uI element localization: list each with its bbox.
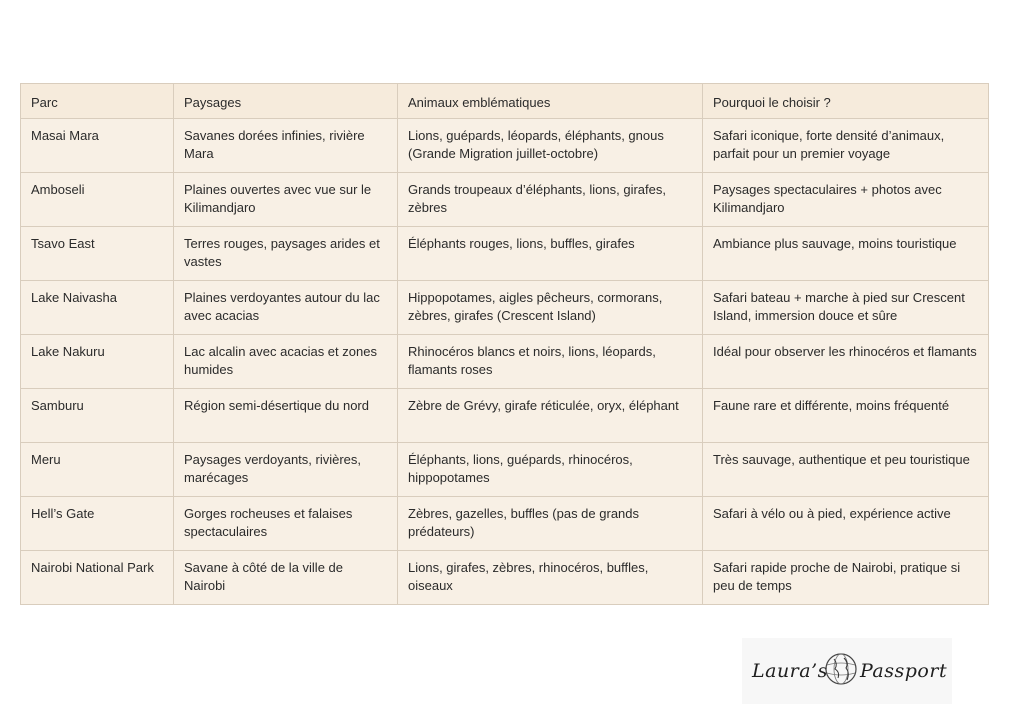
table-row: [21, 443, 989, 497]
cell-reason: Safari à vélo ou à pied, expérience active: [703, 497, 989, 551]
cell-animals: Hippopotames, aigles pêcheurs, cormorans, zèbres, girafes (Crescent Island): [398, 281, 703, 335]
cell-animals: Éléphants, lions, guépards, rhinocéros, hippopotames: [398, 443, 703, 497]
cell-animals: Grands troupeaux d’éléphants, lions, girafes, zèbres: [398, 173, 703, 227]
table-row: [21, 227, 989, 281]
cell-animals: Zèbres, gazelles, buffles (pas de grands prédateurs): [398, 497, 703, 551]
table-header-row: [21, 84, 989, 119]
parks-table-container: [20, 83, 988, 605]
table-row: [21, 389, 989, 443]
cell-landscape: Gorges rocheuses et falaises spectaculaires: [174, 497, 398, 551]
cell-animals: Rhinocéros blancs et noirs, lions, léopards, flamants roses: [398, 335, 703, 389]
cell-park: Hell’s Gate: [21, 497, 174, 551]
cell-reason: Safari rapide proche de Nairobi, pratique si peu de temps: [703, 551, 989, 605]
cell-reason: Très sauvage, authentique et peu touristique: [703, 443, 989, 497]
cell-landscape: Paysages verdoyants, rivières, marécages: [174, 443, 398, 497]
cell-reason: Faune rare et différente, moins fréquenté: [703, 389, 989, 443]
table-row: [21, 119, 989, 173]
cell-landscape: Plaines verdoyantes autour du lac avec acacias: [174, 281, 398, 335]
cell-park: Masai Mara: [21, 119, 174, 173]
cell-landscape: Terres rouges, paysages arides et vastes: [174, 227, 398, 281]
cell-reason: Idéal pour observer les rhinocéros et flamants: [703, 335, 989, 389]
header-paysages: Paysages: [174, 84, 398, 119]
cell-landscape: Plaines ouvertes avec vue sur le Kilimandjaro: [174, 173, 398, 227]
cell-park: Tsavo East: [21, 227, 174, 281]
cell-park: Nairobi National Park: [21, 551, 174, 605]
cell-animals: Lions, girafes, zèbres, rhinocéros, buffles, oiseaux: [398, 551, 703, 605]
cell-animals: Éléphants rouges, lions, buffles, girafes: [398, 227, 703, 281]
header-parc: Parc: [21, 84, 174, 119]
logo-text-left: Laura’s: [752, 660, 828, 682]
cell-landscape: Savane à côté de la ville de Nairobi: [174, 551, 398, 605]
table-row: [21, 173, 989, 227]
table-row: [21, 281, 989, 335]
cell-reason: Paysages spectaculaires + photos avec Kilimandjaro: [703, 173, 989, 227]
cell-landscape: Savanes dorées infinies, rivière Mara: [174, 119, 398, 173]
table-row: [21, 551, 989, 605]
cell-reason: Ambiance plus sauvage, moins touristique: [703, 227, 989, 281]
cell-animals: Lions, guépards, léopards, éléphants, gnous (Grande Migration juillet-octobre): [398, 119, 703, 173]
header-pourquoi: Pourquoi le choisir ?: [703, 84, 989, 119]
parks-table: [20, 83, 989, 605]
lauras-passport-logo: [742, 638, 952, 704]
table-row: [21, 335, 989, 389]
header-animaux: Animaux emblématiques: [398, 84, 703, 119]
cell-reason: Safari iconique, forte densité d’animaux, parfait pour un premier voyage: [703, 119, 989, 173]
cell-landscape: Lac alcalin avec acacias et zones humides: [174, 335, 398, 389]
globe-icon: [822, 650, 860, 688]
cell-park: Samburu: [21, 389, 174, 443]
cell-reason: Safari bateau + marche à pied sur Crescent Island, immersion douce et sûre: [703, 281, 989, 335]
cell-park: Lake Nakuru: [21, 335, 174, 389]
cell-park: Amboseli: [21, 173, 174, 227]
cell-landscape: Région semi-désertique du nord: [174, 389, 398, 443]
logo-text-right: Passport: [860, 660, 948, 682]
cell-park: Lake Naivasha: [21, 281, 174, 335]
cell-park: Meru: [21, 443, 174, 497]
cell-animals: Zèbre de Grévy, girafe réticulée, oryx, éléphant: [398, 389, 703, 443]
table-row: [21, 497, 989, 551]
